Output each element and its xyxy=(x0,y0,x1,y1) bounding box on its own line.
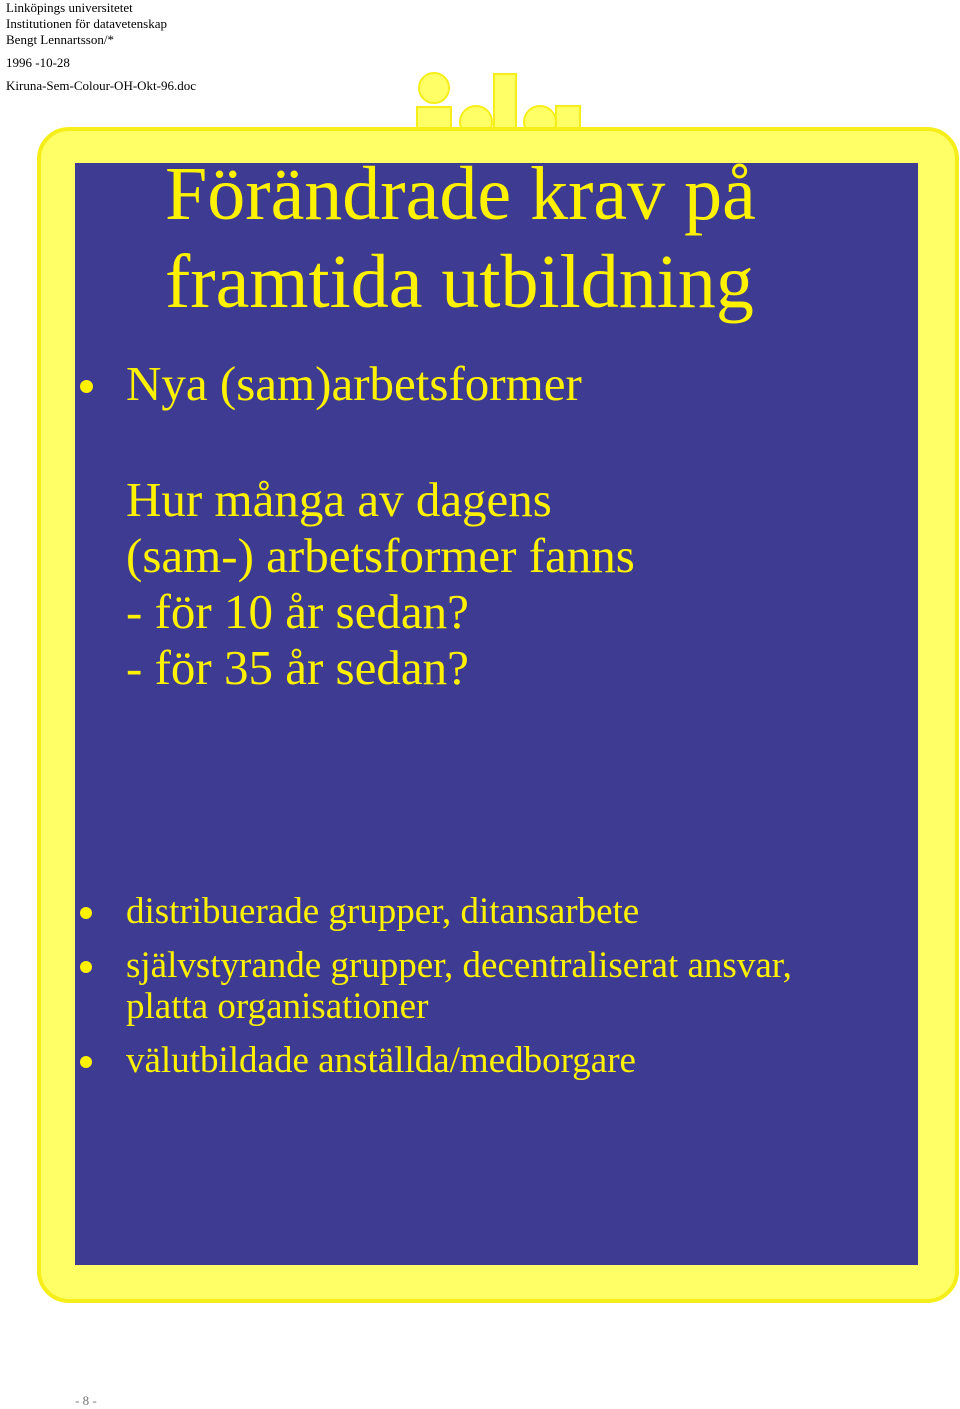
question-line-1: Hur många av dagens xyxy=(126,472,552,527)
title-line-2: framtida utbildning xyxy=(165,240,754,324)
bullet-dot-icon xyxy=(80,1056,92,1068)
question-line-3: - för 10 år sedan? xyxy=(126,584,469,639)
department-name: Institutionen för datavetenskap xyxy=(6,16,168,31)
university-name: Linköpings universitetet xyxy=(6,0,133,15)
bullet-dot-icon xyxy=(80,907,92,919)
list-item: distribuerade grupper, ditansarbete xyxy=(126,891,640,932)
bullet-dot-icon xyxy=(80,961,92,973)
list-item: självstyrande grupper, decentraliserat ansvar, xyxy=(126,945,792,986)
slide-title xyxy=(165,150,905,326)
slide-panel xyxy=(75,163,918,1265)
bullet-dot-icon xyxy=(80,380,93,393)
author-name: Bengt Lennartsson/* xyxy=(6,32,114,47)
question-line-4: - för 35 år sedan? xyxy=(126,640,469,695)
list-item-continuation: platta organisationer xyxy=(126,986,429,1027)
title-line-1: Förändrade krav på xyxy=(165,152,756,236)
question-text xyxy=(126,472,635,696)
list-item: välutbildade anställda/medborgare xyxy=(126,1040,636,1081)
page-number: - 8 - xyxy=(75,1393,97,1408)
document-date: 1996 -10-28 xyxy=(6,55,70,70)
question-line-2: (sam-) arbetsformer fanns xyxy=(126,528,635,583)
main-bullet-label: Nya (sam)arbetsformer xyxy=(126,356,582,411)
document-filename: Kiruna-Sem-Colour-OH-Okt-96.doc xyxy=(6,78,197,93)
document-header xyxy=(6,0,196,94)
